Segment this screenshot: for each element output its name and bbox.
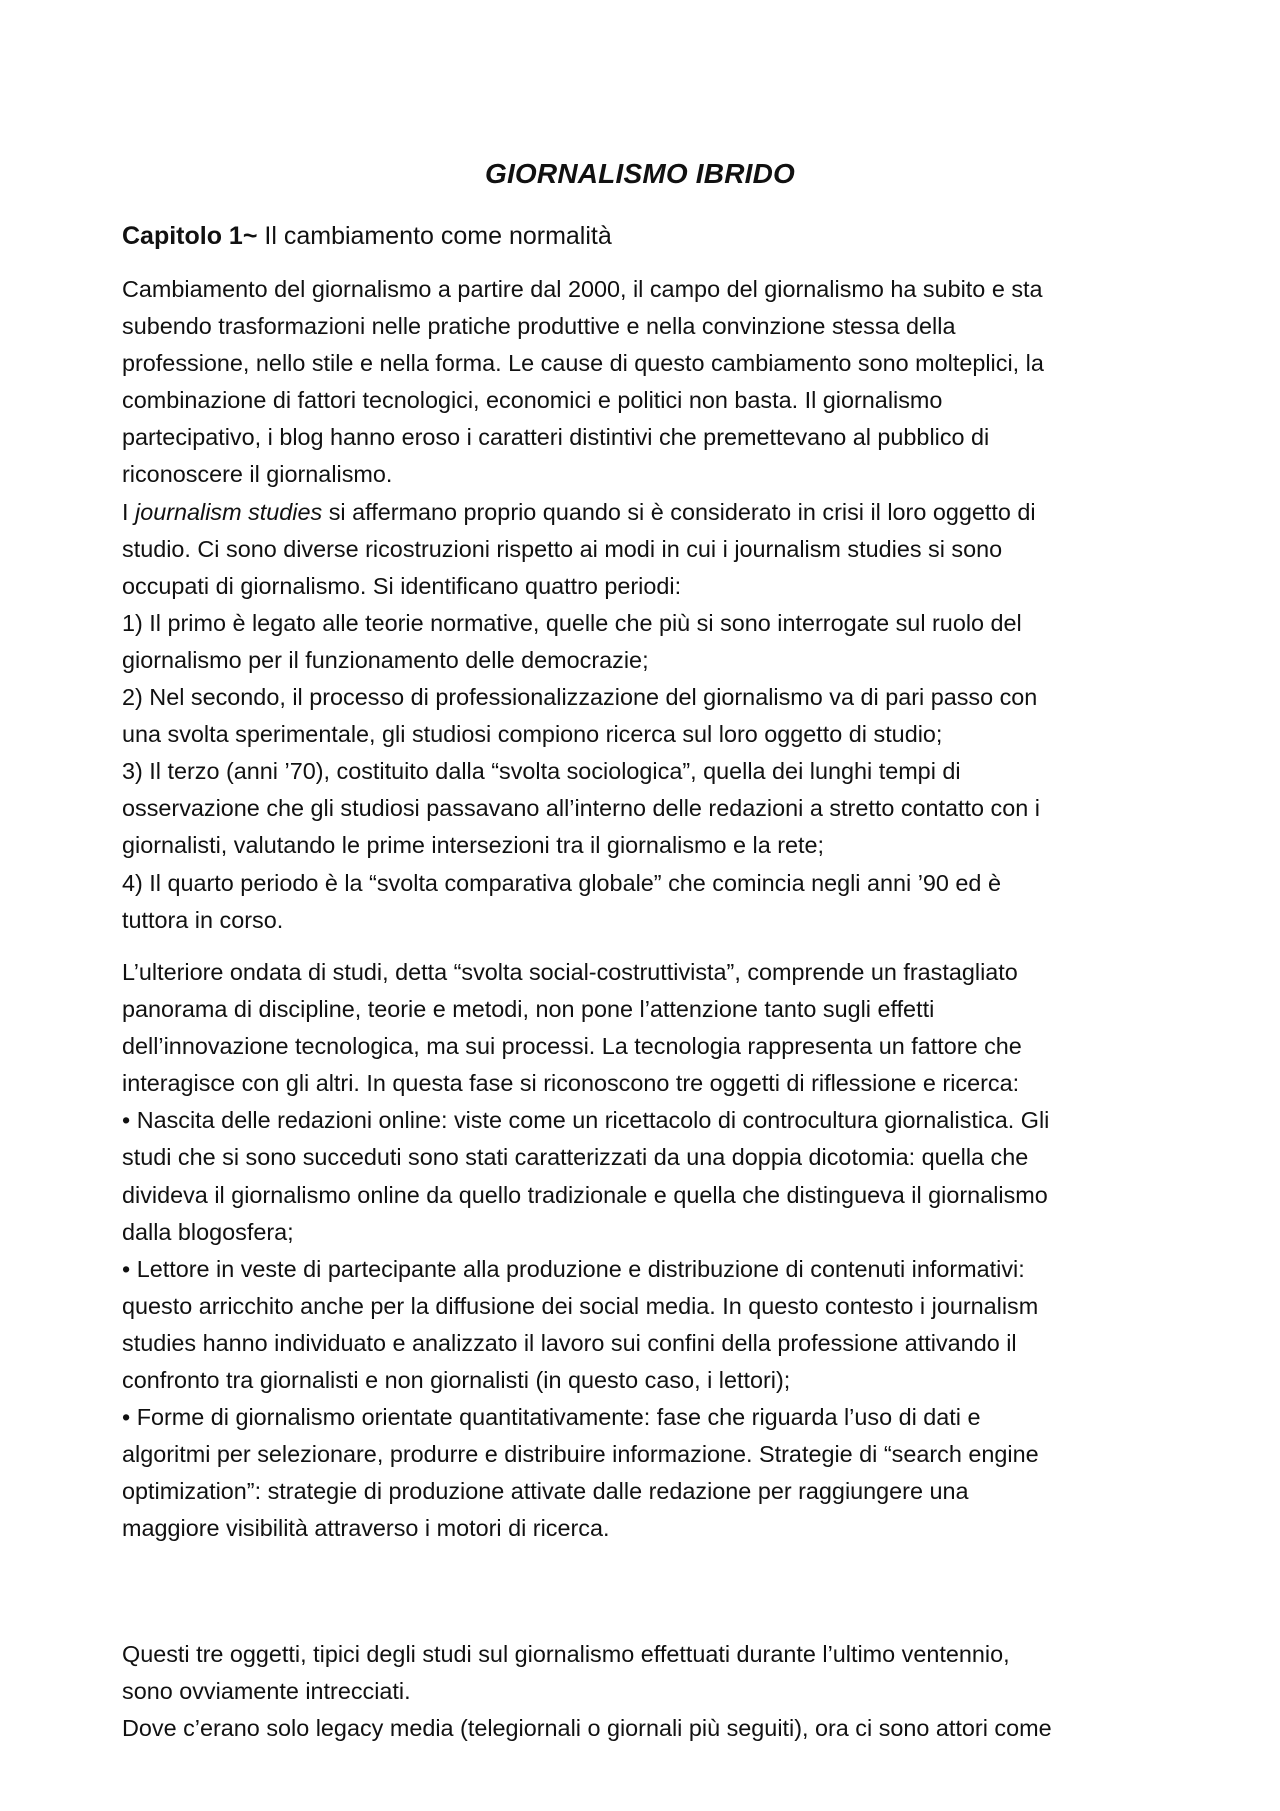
text-segment: sono ovviamente intrecciati. xyxy=(122,1678,411,1705)
text-line xyxy=(122,954,1162,991)
text-line xyxy=(122,1177,1162,1214)
text-line xyxy=(122,456,1162,493)
chapter-label: Capitolo 1 xyxy=(122,222,243,250)
text-segment: maggiore visibilità attraverso i motori di ricerca. xyxy=(122,1515,610,1542)
text-line xyxy=(122,1214,1162,1251)
text-segment: osservazione che gli studiosi passavano all’interno delle redazioni a stretto contatto con i xyxy=(122,795,1040,822)
text-line xyxy=(122,605,1162,642)
text-segment: dalla blogosfera; xyxy=(122,1218,294,1245)
text-line xyxy=(122,902,1162,939)
text-segment: partecipativo, i blog hanno eroso i caratteri distintivi che premettevano al pubblico di xyxy=(122,424,990,451)
text-line xyxy=(122,865,1162,902)
text-segment: 4) Il quarto periodo è la “svolta comparativa globale” che comincia negli anni ’90 ed è xyxy=(122,869,1001,896)
text-segment: questo arricchito anche per la diffusione dei social media. In questo contesto i journalism xyxy=(122,1292,1039,1319)
text-segment: professione, nello stile e nella forma. Le cause di questo cambiamento sono molteplici, la xyxy=(122,350,1044,377)
text-segment: riconoscere il giornalismo. xyxy=(122,461,393,488)
text-line xyxy=(122,1362,1162,1399)
text-segment: studies hanno individuato e analizzato il lavoro sui confini della professione attivando il xyxy=(122,1329,1017,1356)
text-line xyxy=(122,1399,1162,1436)
text-segment: dell’innovazione tecnologica, ma sui processi. La tecnologia rappresenta un fattore che xyxy=(122,1033,1022,1060)
text-line xyxy=(122,679,1162,716)
text-segment: subendo trasformazioni nelle pratiche produttive e nella convinzione stessa della xyxy=(122,313,956,340)
text-segment: 3) Il terzo (anni ’70), costituito dalla “svolta sociologica”, quella dei lunghi tempi di xyxy=(122,758,961,785)
text-line xyxy=(122,308,1162,345)
text-line xyxy=(122,494,1162,531)
text-segment: algoritmi per selezionare, produrre e distribuire informazione. Strategie di “search engine xyxy=(122,1441,1039,1468)
text-line xyxy=(122,419,1162,456)
text-line xyxy=(122,1325,1162,1362)
text-segment: • Forme di giornalismo orientate quantitativamente: fase che riguarda l’uso di dati e xyxy=(122,1404,981,1431)
text-line xyxy=(122,1473,1162,1510)
text-line xyxy=(122,1510,1162,1547)
text-line xyxy=(122,716,1162,753)
text-line xyxy=(122,1251,1162,1288)
chapter-heading xyxy=(122,222,612,251)
document-title: GIORNALISMO IBRIDO xyxy=(484,158,796,189)
text-line xyxy=(122,531,1162,568)
text-line xyxy=(122,1710,1162,1747)
text-line xyxy=(122,1288,1162,1325)
text-line xyxy=(122,753,1162,790)
text-segment: interagisce con gli altri. In questa fase si riconoscono tre oggetti di riflessione e ricerca: xyxy=(122,1070,1020,1097)
text-segment: divideva il giornalismo online da quello tradizionale e quella che distingueva il giornalismo xyxy=(122,1181,1048,1208)
text-segment: giornalismo per il funzionamento delle democrazie; xyxy=(122,646,649,673)
text-line xyxy=(122,1436,1162,1473)
text-line xyxy=(122,1673,1162,1710)
text-segment: optimization”: strategie di produzione attivate dalle redazione per raggiungere una xyxy=(122,1478,969,1505)
text-line xyxy=(122,642,1162,679)
text-segment: panorama di discipline, teorie e metodi, non pone l’attenzione tanto sugli effetti xyxy=(122,996,935,1023)
text-segment: Dove c’erano solo legacy media (telegiornali o giornali più seguiti), ora ci sono attori come xyxy=(122,1715,1052,1742)
text-line xyxy=(122,1139,1162,1176)
paragraph-block-2 xyxy=(122,954,1162,1548)
text-segment: L’ulteriore ondata di studi, detta “svolta social-costruttivista”, comprende un frastagliato xyxy=(122,959,1018,985)
text-segment: studi che si sono succeduti sono stati caratterizzati da una doppia dicotomia: quella che xyxy=(122,1144,1029,1171)
text-line xyxy=(122,827,1162,864)
text-line xyxy=(122,991,1162,1028)
text-line xyxy=(122,345,1162,382)
text-segment: journalism studies xyxy=(135,498,323,525)
text-segment: giornalisti, valutando le prime intersezioni tra il giornalismo e la rete; xyxy=(122,832,825,859)
text-segment: studio. Ci sono diverse ricostruzioni rispetto ai modi in cui i journalism studies si sono xyxy=(122,535,1003,562)
text-segment: Questi tre oggetti, tipici degli studi sul giornalismo effettuati durante l’ultimo ventennio, xyxy=(122,1641,1010,1667)
chapter-title: Il cambiamento come normalità xyxy=(257,222,612,250)
text-line xyxy=(122,271,1162,308)
text-line xyxy=(122,790,1162,827)
text-segment: si affermano proprio quando si è considerato in crisi il loro oggetto di xyxy=(322,498,1036,525)
text-line xyxy=(122,1636,1162,1673)
text-line xyxy=(122,568,1162,605)
text-segment: 2) Nel secondo, il processo di professionalizzazione del giornalismo va di pari passo con xyxy=(122,684,1038,711)
chapter-separator: ~ xyxy=(242,222,258,250)
paragraph-block-1 xyxy=(122,271,1162,939)
text-segment: confronto tra giornalisti e non giornalisti (in questo caso, i lettori); xyxy=(122,1367,791,1394)
text-segment: Cambiamento del giornalismo a partire dal 2000, il campo del giornalismo ha subito e sta xyxy=(122,276,1043,302)
text-line xyxy=(122,382,1162,419)
text-segment: • Nascita delle redazioni online: viste come un ricettacolo di controcultura giornalistica. Gli xyxy=(122,1107,1050,1134)
paragraph-block-3 xyxy=(122,1636,1162,1747)
text-segment: occupati di giornalismo. Si identificano quattro periodi: xyxy=(122,572,682,599)
text-segment: tuttora in corso. xyxy=(122,906,284,933)
text-segment: 1) Il primo è legato alle teorie normative, quelle che più si sono interrogate sul ruolo del xyxy=(122,609,1022,636)
text-segment: una svolta sperimentale, gli studiosi compiono ricerca sul loro oggetto di studio; xyxy=(122,721,943,748)
text-line xyxy=(122,1065,1162,1102)
text-segment: I xyxy=(122,498,135,525)
text-line xyxy=(122,1028,1162,1065)
text-line xyxy=(122,1102,1162,1139)
text-segment: combinazione di fattori tecnologici, economici e politici non basta. Il giornalismo xyxy=(122,387,943,414)
text-segment: • Lettore in veste di partecipante alla produzione e distribuzione di contenuti informativi: xyxy=(122,1255,1025,1282)
